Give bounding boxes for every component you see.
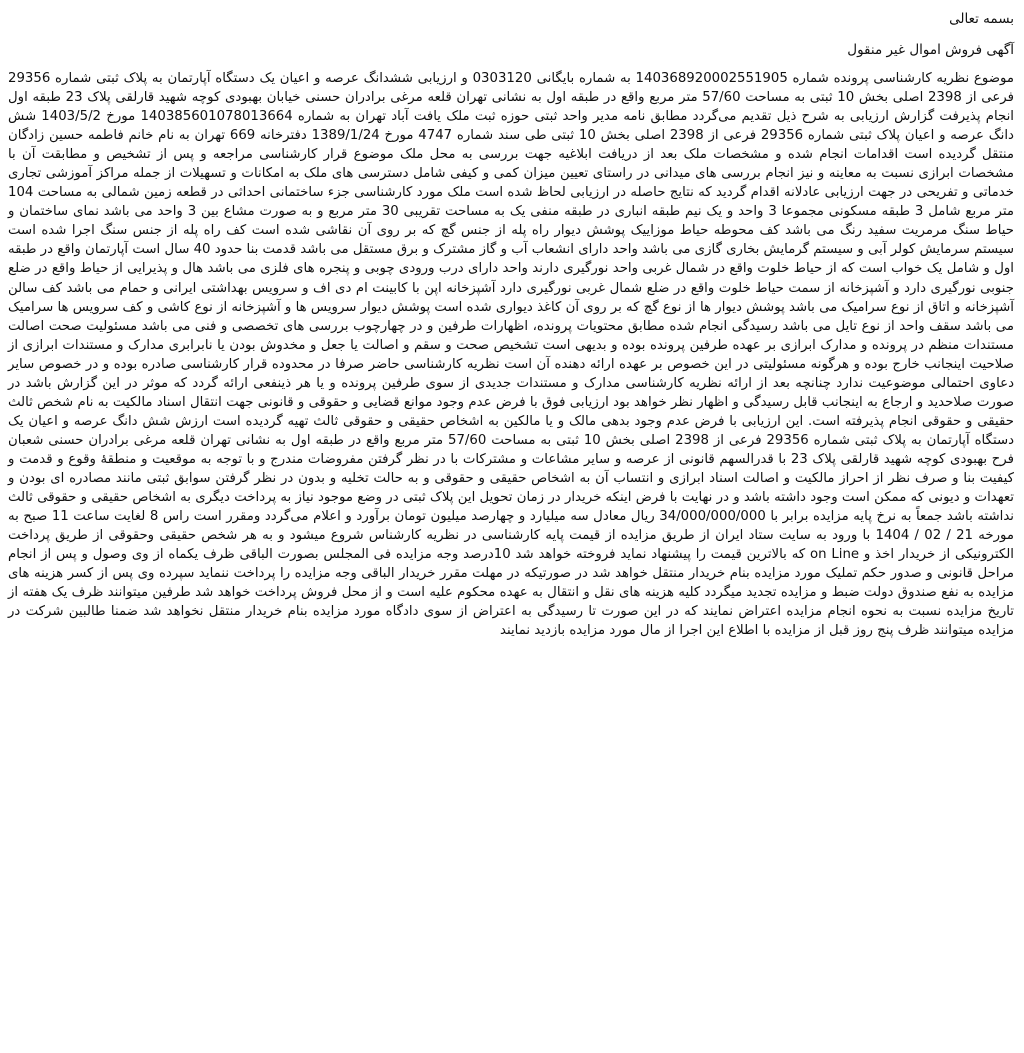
document-page: [8, 8, 1014, 1045]
notice-body-text: موضوع نظریه کارشناسی پرونده شماره 140368920002551905 به شماره بایگانی 0303120 و ارزیابی ششدانگ عرصه و اعیان یک دستگاه آپارتمان به پلاک ثبتی شماره 29356 فرعی از 2398 اصلی بخش 10 ثبتی به مساحت 57/60 متر مربع واقع در طبقه اول به نشانی تهران قلعه مرغی برادران حسنی خیابان بهبودی کوچه شهید قارلقی پلاک 23 طبقه اول انجام پذیرفت گزارش ارزیابی به شرح ذیل تقدیم می‌گردد مطابق نامه مدیر واحد ثبتی حوزه ثبت ملک یافت آباد تهران به شماره 140385601078013664 مورخ 1403/5/2 شش دانگ عرصه و اعیان پلاک ثبتی شماره 29356 فرعی از 2398 اصلی بخش 10 ثبتی طی سند شماره 4747 مورخ 1389/1/24 دفترخانه 669 تهران به نام خانم فاطمه حسین زادگان منتقل گردیده است اقدامات انجام شده و مشخصات ملک بعد از دریافت ابلاغیه جهت بررسی به محل ملک موضوع قرار کارشناسی مراجعه و پس از تشخیص و مطابقت آن با مشخصات ابرازی نسبت به معاینه و نیز انجام بررسی های میدانی در راستای تعیین میزان کمی و کیفی شامل دسترسی های ملک به امکانات و تسهیلات از جمله مراکز آموزشی تجاری خدماتی و تفریحی در جهت ارزیابی عادلانه اقدام گردید که نتایج حاصله در ارزیابی لحاظ شده است ملک مورد کارشناسی جزء ساختمانی احداثی در قطعه زمین شمالی به مساحت 104 متر مربع شامل 3 طبقه مسکونی مجموعا 3 واحد و یک نیم طبقه انباری در طبقه منفی یک به مساحت تقریبی 30 متر مربع و به صورت مشاع بین 3 واحد می باشد نمای ساختمان و حیاط سنگ مرمریت سفید رنگ می باشد کف محوطه حیاط موزاییک پوشش دیوار راه پله از جنس گچ که بر روی آن نقاشی شده است کف راه پله از جنس سنگ اجرا شده است سیستم سرمایش کولر آبی و سیستم گرمایش بخاری گازی می باشد واحد دارای انشعاب آب و گاز مشترک و برق مستقل می باشد قدمت بنا حدود 40 سال است آپارتمان واقع در طبقه اول و شامل یک خواب است که از حیاط خلوت واقع در شمال غربی واحد نورگیری دارند واحد دارای درب ورودی چوبی و پنجره های فلزی می باشد هال و پذیرایی از حیاط واقع در ضلع جنوبی نورگیری دارد و آشپزخانه از سمت حیاط خلوت واقع در ضلع شمال غربی نورگیری دارد آشپزخانه اپن با کابینت ام دی اف و سرویس بهداشتی ایرانی و حمام می باشد کف سالن آشپزخانه و اتاق از نوع سرامیک می باشد پوشش دیوار ها از نوع گچ که بر روی آن کاغذ دیواری شده است پوشش دیوار سرویس ها و آشپزخانه از نوع کاشی و کف سرویس ها سرامیک می باشد سقف واحد از نوع تایل می باشد رسیدگی انجام شده مطابق محتویات پرونده، اظهارات طرفین و در چهارچوب بررسی های تخصصی و فنی می باشد مسئولیت صحت اصالت مستندات منظم در پرونده و مدارک ابرازی بر عهده طرفین پرونده بوده و بدیهی است تشخیص صحت و سقم و اصالت یا جعل و مخدوش بودن یا نابرابری مدارک و مستندات ابرازی از صلاحیت اینجانب خارج بوده و هرگونه مسئولیتی در این خصوص بر عهده ارائه دهنده آن است نظریه کارشناسی حاضر صرفا در محدوده قرار کارشناسی صادره بوده و در خصوص سایر دعاوی احتمالی موضوعیت ندارد چنانچه بعد از ارائه نظریه کارشناسی مدارک و مستندات جدیدی از سوی طرفین پرونده و یا هر ذینفعی ارائه گردد که موثر در این گزارش باشد در صورت صلاحدید و ارجاع به اینجانب قابل رسیدگی و اظهار نظر خواهد بود ارزیابی فوق با فرض عدم وجود موانع قضایی و حقوقی و قانونی جهت انتقال اسناد مالکیت به نام شخص ثالث حقیقی و حقوقی انجام پذیرفته است. این ارزیابی با فرض عدم وجود بدهی مالک و یا مالکین به اشخاص حقیقی و حقوقی ثالث تهیه گردیده است ارزش شش دانگ عرصه و اعیان یک دستگاه آپارتمان به پلاک ثبتی شماره 29356 فرعی از 2398 اصلی بخش 10 ثبتی به مساحت 57/60 متر مربع واقع در طبقه اول به نشانی تهران قلعه مرغی برادران حسنی شعبان فرح بهبودی کوچه شهید قارلقی پلاک 23 با قدرالسهم قانونی از عرصه و سایر مشاعات و مشترکات با در نظر گرفتن مفروضات مندرج و با توجه به موقعیت و منطقهٔ وقوع و قدمت و کیفیت بنا و صرف نظر از احراز مالکیت و اصالت اسناد ابرازی و انتساب آن به اشخاص حقیقی و حقوقی و به حالت تخلیه و بدون در نظر گرفتن سوابق ثبتی مانند مصادره ای بودن و تعهدات و دیونی که ممکن است وجود داشته باشد و در نهایت با فرض اینکه خریدار در زمان تحویل این پلاک ثبتی در وضع موجود نیاز به پرداخت دیگری به اشخاص حقیقی و حقوقی ثالث نداشته باشد جمعاً به نرخ پایه مزایده برابر با 34/000/000/000 ریال معادل سه میلیارد و چهارصد میلیون تومان برآورد و اعلام می‌گردد ومقرر است راس 8 لغایت ساعت 11 صبح به مورخه 21 / 02 / 1404 با ورود به سایت ستاد ایران از طریق مزایده از قیمت پایه کارشناسی در نظریه کارشناس شروع میشود و به هر شخص حقیقی وحقوقی از طریق پرداخت الکترونیکی از خریدار اخذ و on Line که بالاترین قیمت را پیشنهاد نماید فروخته خواهد شد 10درصد وجه مزایده فی المجلس بصورت الباقی ظرف یکماه از وی وصول و پس از انجام مراحل قانونی و صدور حکم تملیک مورد مزایده بنام خریدار منتقل خواهد شد در صورتیکه در مهلت مقرر خریدار الباقی وجه مزایده را پرداخت ننماید سپرده وی پس از کسر هزینه های مزایده به نفع صندوق دولت ضبط و مزایده تجدید میگردد کلیه هزینه های نقل و انتقال به عهده محکوم علیه است و از محل فروش پرداخت خواهد شد طرفین میتوانند ظرف یک هفته از تاریخ مزایده نسبت به نحوه انجام مزایده اعتراض نمایند که در این صورت تا رسیدگی به اعتراض از سوی دادگاه مورد مزایده بنام خریدار منتقل نخواهد شد ضمنا طالبین شرکت در مزایده میتوانند ظرف پنج روز قبل از مزایده با اطلاع این اجرا از مال مورد مزایده بازدید نمایند: [8, 71, 1015, 639]
page-title: آگهی فروش اموال غیر منقول: [847, 42, 1014, 58]
basmala-heading: بسمه تعالی: [949, 11, 1014, 27]
